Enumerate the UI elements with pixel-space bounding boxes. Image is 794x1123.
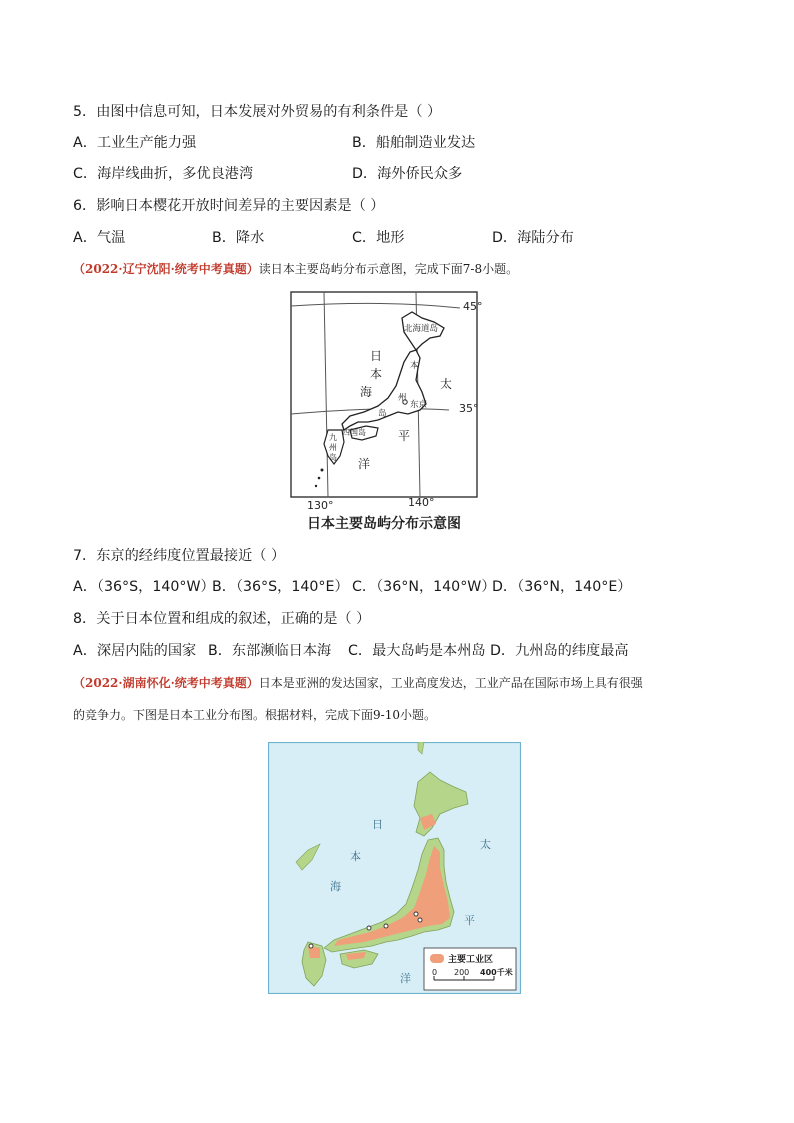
japan-islands-map bbox=[284, 288, 484, 533]
sea-of-japan-char-3: 海 bbox=[360, 385, 373, 399]
q8-option-b[interactable]: B．东部濒临日本海 bbox=[208, 643, 332, 659]
source-text-2-line2: 的竞争力。下图是日本工业分布图。根据材料，完成下面9-10小题。 bbox=[73, 708, 436, 722]
source-text-2: 日本是亚洲的发达国家，工业高度发达，工业产品在国际市场上具有很强 bbox=[258, 676, 643, 690]
honshu-label-1: 本 bbox=[410, 361, 419, 371]
question-5-stem: 5．由图中信息可知，日本发展对外贸易的有利条件是（ ） bbox=[73, 104, 442, 120]
source-tag-2: （2022·湖南怀化·统考中考真题） bbox=[73, 676, 259, 690]
q5-option-d[interactable]: D．海外侨民众多 bbox=[352, 166, 463, 182]
q5-option-b[interactable]: B．船舶制造业发达 bbox=[352, 135, 476, 151]
map2-pacific-char-2: 平 bbox=[464, 914, 475, 927]
scale-400-label: 400千米 bbox=[480, 968, 513, 977]
scale-0-label: 0 bbox=[432, 968, 438, 977]
source-tag-1: （2022·辽宁沈阳·统考中考真题） bbox=[73, 262, 259, 276]
q7-option-b[interactable]: B．（36°S，140°E） bbox=[212, 579, 349, 595]
lon-130-label: 130° bbox=[307, 499, 334, 512]
sea-of-japan-char-1: 日 bbox=[370, 349, 383, 363]
q8-option-c[interactable]: C．最大岛屿是本州岛 bbox=[348, 643, 486, 659]
pacific-char-2: 平 bbox=[398, 429, 411, 443]
map1-title: 日本主要岛屿分布示意图 bbox=[307, 516, 461, 532]
source-text-1: 读日本主要岛屿分布示意图，完成下面7-8小题。 bbox=[258, 262, 519, 276]
q7-option-c[interactable]: C．（36°N，140°W） bbox=[352, 579, 496, 595]
map2-sea-of-japan-char-2: 本 bbox=[350, 850, 361, 863]
q5-option-c[interactable]: C．海岸线曲折，多优良港湾 bbox=[73, 166, 254, 182]
lat-45-label: 45° bbox=[463, 300, 483, 313]
lat-35-label: 35° bbox=[459, 402, 479, 415]
question-8-stem: 8．关于日本位置和组成的叙述，正确的是（ ） bbox=[73, 611, 371, 627]
map2-sea-of-japan-char-1: 日 bbox=[372, 818, 383, 831]
q5-option-a[interactable]: A．工业生产能力强 bbox=[73, 135, 197, 151]
map2-sea-of-japan-char-3: 海 bbox=[330, 880, 341, 893]
pacific-char-3: 洋 bbox=[358, 457, 371, 471]
hokkaido-label: 北海道岛 bbox=[404, 324, 439, 334]
question-6-stem: 6．影响日本樱花开放时间差异的主要因素是（ ） bbox=[73, 198, 385, 214]
q8-option-d[interactable]: D．九州岛的纬度最高 bbox=[490, 643, 629, 659]
japan-industry-map bbox=[268, 742, 521, 994]
source-note-2 bbox=[73, 674, 643, 692]
kyushu-label-2: 州 bbox=[329, 443, 337, 452]
q6-option-d[interactable]: D．海陆分布 bbox=[492, 230, 574, 246]
q7-option-d[interactable]: D．（36°N，140°E） bbox=[492, 579, 632, 595]
kyushu-label-1: 九 bbox=[329, 433, 337, 442]
map2-pacific-char-1: 太 bbox=[480, 838, 491, 851]
q7-option-a[interactable]: A．（36°S，140°W） bbox=[73, 579, 215, 595]
map2-legend bbox=[424, 948, 516, 990]
map2-pacific-char-3: 洋 bbox=[400, 972, 411, 985]
q8-option-a[interactable]: A．深居内陆的国家 bbox=[73, 643, 197, 659]
sea-of-japan-char-2: 本 bbox=[370, 367, 383, 381]
pacific-char-1: 太 bbox=[440, 377, 453, 391]
scale-200-label: 200 bbox=[454, 968, 470, 977]
tokyo-label: 东京 bbox=[410, 400, 428, 410]
honshu-label-3: 岛 bbox=[378, 409, 387, 419]
kyushu-label-3: 岛 bbox=[329, 453, 337, 462]
legend-industry-label: 主要工业区 bbox=[448, 955, 494, 965]
lon-140-label: 140° bbox=[408, 496, 435, 509]
industry-area-swatch bbox=[430, 954, 444, 963]
q6-option-b[interactable]: B．降水 bbox=[212, 230, 265, 246]
q6-option-a[interactable]: A．气温 bbox=[73, 230, 126, 246]
source-note-1 bbox=[73, 260, 518, 278]
shikoku-label: 四国岛 bbox=[342, 428, 366, 437]
q6-option-c[interactable]: C．地形 bbox=[352, 230, 405, 246]
honshu-label-2: 州 bbox=[398, 393, 407, 403]
question-7-stem: 7．东京的经纬度位置最接近（ ） bbox=[73, 548, 286, 564]
